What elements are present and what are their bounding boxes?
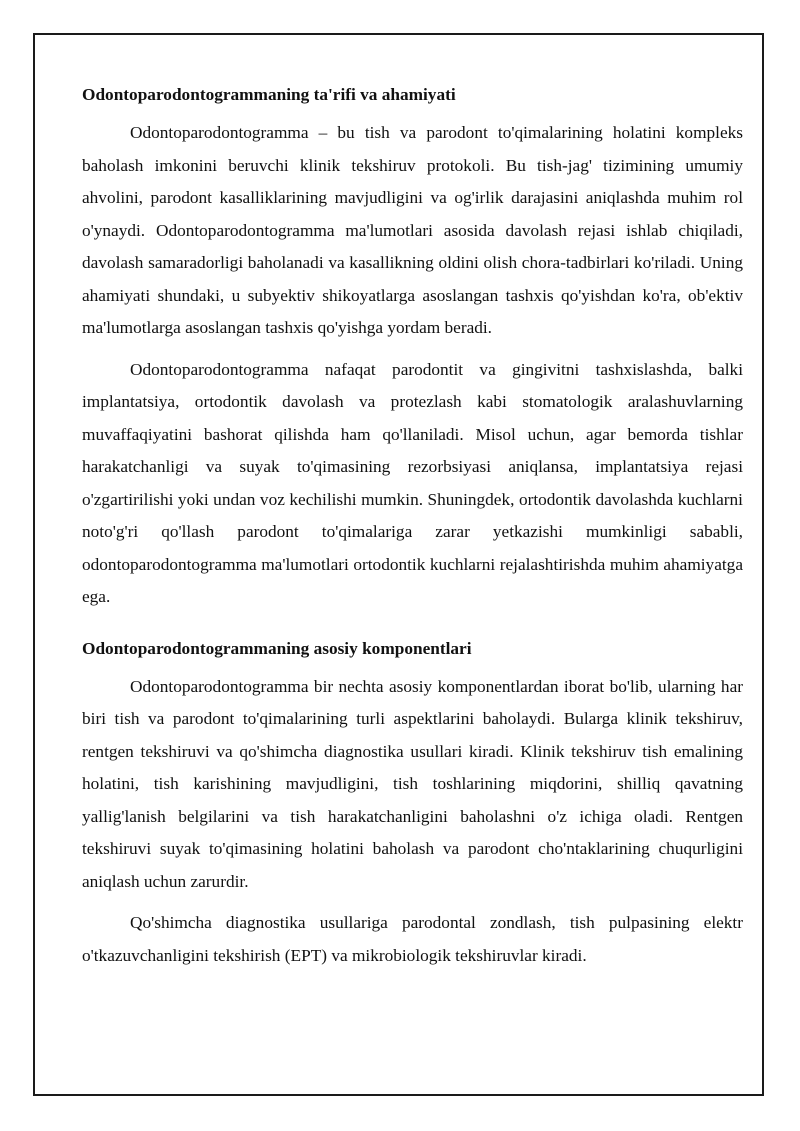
section-heading-components: Odontoparodontogrammaning asosiy komponentlari <box>82 638 472 658</box>
paragraph: Odontoparodontogramma bir nechta asosiy komponentlardan iborat bo'lib, ularning har biri tish va parodont to'qimalarining turli aspektlarini baholaydi. Bularga klinik tekshiruv, rentgen tekshiruvi va qo'shimcha diagnostika usullari kiradi. Klinik tekshiruv tish emalining holatini, tish karishining mavjudligini, tish toshlarining miqdorini, shilliq qavatning yallig'lanish belgilarini va tish harakatchanligini baholashni o'z ichiga oladi. Rentgen tekshiruvi suyak to'qimasining holatini baholash va parodont cho'ntaklarining chuqurligini aniqlash uchun zarurdir. <box>82 676 743 891</box>
document-body <box>82 84 743 972</box>
section-heading-definition: Odontoparodontogrammaning ta'rifi va ahamiyati <box>82 85 456 104</box>
paragraph: Qo'shimcha diagnostika usullariga parodontal zondlash, tish pulpasining elektr o'tkazuvchanligini tekshirish (EPT) va mikrobiologik tekshiruvlar kiradi. <box>82 913 743 965</box>
paragraph: Odontoparodontogramma nafaqat parodontit va gingivitni tashxislashda, balki implantatsiya, ortodontik davolash va protezlash kabi stomatologik aralashuvlarning muvaffaqiyatini bashorat qilishda ham qo'llaniladi. Misol uchun, agar bemorda tishlar harakatchanligi va suyak to'qimasining rezorbsiyasi aniqlansa, implantatsiya rejasi o'zgartirilishi yoki undan voz kechilishi mumkin. Shuningdek, ortodontik davolashda kuchlarni noto'g'ri qo'llash parodont to'qimalariga zarar yetkazishi mumkinligi sababli, odontoparodontogramma ma'lumotlari ortodontik kuchlarni rejalashtirishda muhim ahamiyatga ega. <box>82 359 743 606</box>
paragraph: Odontoparodontogramma – bu tish va parodont to'qimalarining holatini kompleks baholash imkonini beruvchi klinik tekshiruv protokoli. Bu tish-jag' tizimining umumiy ahvolini, parodont kasalliklarining mavjudligini va og'irlik darajasini aniqlashda muhim rol o'ynaydi. Odontoparodontogramma ma'lumotlari asosida davolash rejasi ishlab chiqiladi, davolash samaradorligi baholanadi va kasallikning oldini olish chora-tadbirlari ko'riladi. Uning ahamiyati shundaki, u subyektiv shikoyatlarga asoslangan tashxis qo'yishdan ko'ra, ob'ektiv ma'lumotlarga asoslangan tashxis qo'yishga yordam beradi. <box>82 123 743 337</box>
